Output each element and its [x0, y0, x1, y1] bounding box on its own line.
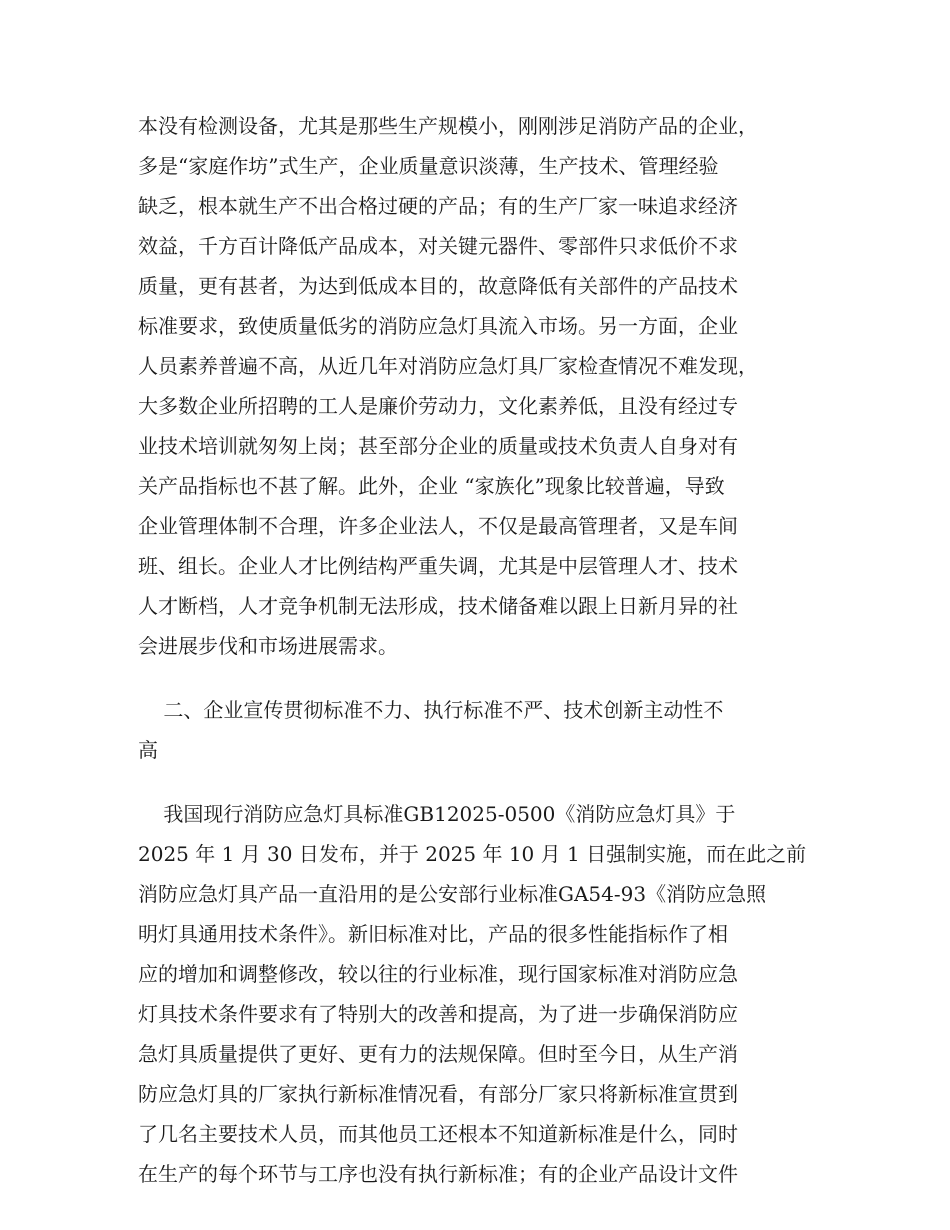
- text-line: 在生产的每个环节与工序也没有执行新标准；有的企业产品设计文件: [138, 1162, 738, 1186]
- heading-line: 二、企业宣传贯彻标准不力、执行标准不严、技术创新主动性不: [138, 698, 724, 722]
- text-line: 2025 年 1 月 30 日发布，并于 2025 年 10 月 1 日强制实施，而在此之前: [138, 842, 807, 866]
- text-line: 关产品指标也不甚了解。此外，企业 “家族化”现象比较普遍，导致: [138, 474, 725, 498]
- text-line: 企业管理体制不合理，许多企业法人，不仅是最高管理者，又是车间: [138, 514, 738, 538]
- text-line: 急灯具质量提供了更好、更有力的法规保障。但时至今日，从生产消: [138, 1042, 738, 1066]
- paragraph-2: [138, 794, 808, 1194]
- text-line: 人员素养普遍不高，从近几年对消防应急灯具厂家检查情况不难发现，: [138, 354, 758, 378]
- text-line: 本没有检测设备，尤其是那些生产规模小，刚刚涉足消防产品的企业，: [138, 114, 758, 138]
- text-line: 业技术培训就匆匆上岗；甚至部分企业的质量或技术负责人自身对有: [138, 434, 738, 458]
- text-line: 多是“家庭作坊”式生产，企业质量意识淡薄，生产技术、管理经验: [138, 154, 719, 178]
- text-line: 标准要求，致使质量低劣的消防应急灯具流入市场。另一方面，企业: [138, 314, 738, 338]
- text-line: 质量，更有甚者，为达到低成本目的，故意降低有关部件的产品技术: [138, 274, 738, 298]
- text-line: 防应急灯具的厂家执行新标准情况看，有部分厂家只将新标准宣贯到: [138, 1082, 738, 1106]
- paragraph-gap: [138, 770, 808, 794]
- text-line: 班、组长。企业人才比例结构严重失调，尤其是中层管理人才、技术: [138, 554, 738, 578]
- text-line: 大多数企业所招聘的工人是廉价劳动力，文化素养低，且没有经过专: [138, 394, 738, 418]
- text-line: 人才断档，人才竞争机制无法形成，技术储备难以跟上日新月异的社: [138, 594, 738, 618]
- document-body: [138, 106, 808, 1194]
- paragraph-1: [138, 106, 808, 666]
- text-line: 明灯具通用技术条件》。新旧标准对比，产品的很多性能指标作了相: [138, 922, 728, 946]
- text-line: 会进展步伐和市场进展需求。: [138, 634, 398, 658]
- text-line: 缺乏，根本就生产不出合格过硬的产品；有的生产厂家一味追求经济: [138, 194, 738, 218]
- heading-line: 高: [138, 738, 158, 762]
- text-line: 我国现行消防应急灯具标准GB12025-0500《消防应急灯具》于: [138, 802, 736, 826]
- section-heading-2: [138, 690, 808, 770]
- text-line: 了几名主要技术人员，而其他员工还根本不知道新标准是什么，同时: [138, 1122, 738, 1146]
- text-line: 灯具技术条件要求有了特别大的改善和提高，为了进一步确保消防应: [138, 1002, 738, 1026]
- paragraph-gap: [138, 666, 808, 690]
- text-line: 效益，千方百计降低产品成本，对关键元器件、零部件只求低价不求: [138, 234, 738, 258]
- text-line: 消防应急灯具产品一直沿用的是公安部行业标准GA54-93《消防应急照: [138, 882, 767, 906]
- text-line: 应的增加和调整修改，较以往的行业标准，现行国家标准对消防应急: [138, 962, 738, 986]
